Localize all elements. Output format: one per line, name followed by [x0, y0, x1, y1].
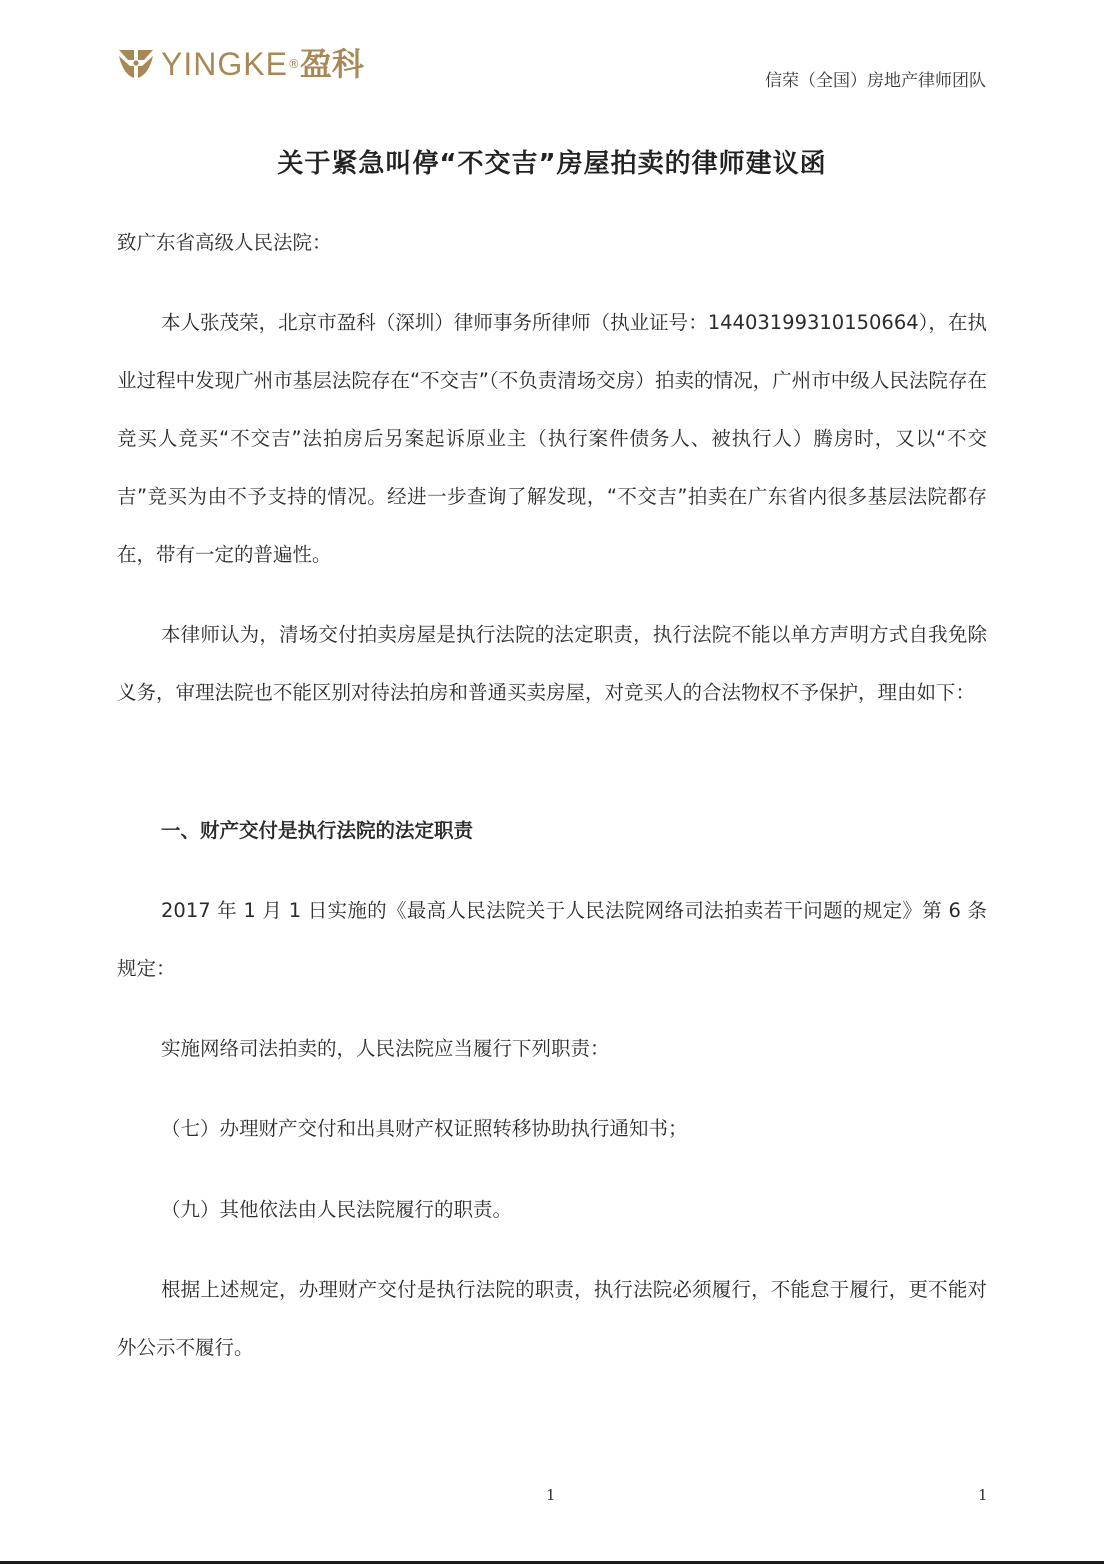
page-number-center: 1 — [546, 1486, 556, 1504]
yingke-logo — [117, 44, 364, 84]
team-name: 信荣（全国）房地产律师团队 — [765, 71, 986, 91]
paragraph-6: （九）其他依法由人民法院履行的职责。 — [161, 1198, 513, 1221]
document-title: 关于紧急叫停“不交吉”房屋拍卖的律师建议函 — [277, 149, 827, 179]
logo-wordmark: YINGKE — [161, 46, 288, 82]
paragraph-3: 2017 年 1 月 1 日实施的《最高人民法院关于人民法院网络司法拍卖若干问题的规定》第 6 条规定： — [117, 899, 987, 980]
logo-chinese-name: 盈科 — [299, 45, 364, 83]
yingke-logo-icon — [117, 46, 155, 82]
paragraph-1: 本人张茂荣，北京市盈科（深圳）律师事务所律师（执业证号：14403199310150664），在执业过程中发现广州市基层法院存在“不交吉”（不负责清场交房）拍卖的情况，广州市中级人民法院存在竞买人竞买“不交吉”法拍房后另案起诉原业主（执行案件债务人、被执行人）腾房时，又以“不交吉”竞买为由不予支持的情况。经进一步查询了解发现，“不交吉”拍卖在广东省内很多基层法院都存在，带有一定的普遍性。 — [117, 311, 987, 566]
paragraph-2: 本律师认为，清场交付拍卖房屋是执行法院的法定职责，执行法院不能以单方声明方式自我免除义务，审理法院也不能区别对待法拍房和普通买卖房屋，对竞买人的合法物权不予保护，理由如下： — [117, 623, 987, 704]
section-heading-1: 一、财产交付是执行法院的法定职责 — [161, 819, 474, 842]
page-number-right: 1 — [978, 1486, 988, 1504]
paragraph-4: 实施网络司法拍卖的，人民法院应当履行下列职责： — [161, 1037, 610, 1060]
paragraph-5: （七）办理财产交付和出具财产权证照转移协助执行通知书； — [161, 1117, 688, 1140]
paragraph-7: 根据上述规定，办理财产交付是执行法院的职责，执行法院必须履行，不能怠于履行，更不能对外公示不履行。 — [117, 1278, 987, 1359]
registered-mark: ® — [287, 57, 300, 71]
salutation: 致广东省高级人民法院： — [117, 231, 332, 254]
